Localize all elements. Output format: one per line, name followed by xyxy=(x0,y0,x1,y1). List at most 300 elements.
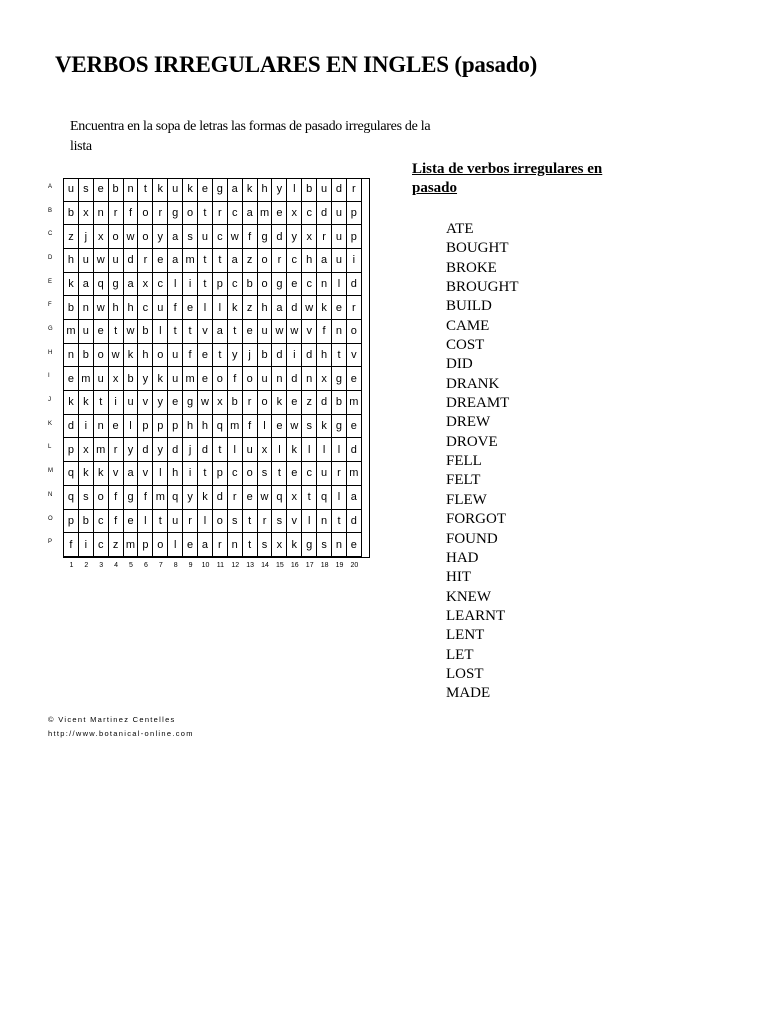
grid-cell: w xyxy=(287,415,302,439)
grid-row-label: P xyxy=(48,539,53,546)
grid-cell: p xyxy=(153,415,168,439)
grid-cell: b xyxy=(79,510,94,534)
grid-cell: k xyxy=(198,486,213,510)
footer-url: http://www.botanical-online.com xyxy=(48,729,194,738)
grid-cell: n xyxy=(124,178,139,202)
grid-row-label: J xyxy=(48,397,51,404)
grid-cell: n xyxy=(332,533,347,557)
grid-cell: e xyxy=(183,533,198,557)
grid-cell: b xyxy=(228,391,243,415)
grid-cell: w xyxy=(272,320,287,344)
grid-cell: i xyxy=(109,391,124,415)
grid-cell: r xyxy=(109,438,124,462)
grid-cell: w xyxy=(94,249,109,273)
grid-row-label: E xyxy=(48,278,53,285)
grid-cell: d xyxy=(347,438,362,462)
grid-cell: r xyxy=(317,225,332,249)
grid-cell: h xyxy=(198,415,213,439)
grid-cell: e xyxy=(332,296,347,320)
grid-cell: n xyxy=(302,367,317,391)
grid-cell: e xyxy=(243,486,258,510)
verb-item: FELT xyxy=(446,472,481,489)
grid-cell: l xyxy=(332,486,347,510)
grid-cell: x xyxy=(109,367,124,391)
grid-cell: x xyxy=(79,202,94,226)
grid-cell: s xyxy=(272,510,287,534)
grid-cell: s xyxy=(79,178,94,202)
column-number: 16 xyxy=(290,562,299,569)
grid-cell: c xyxy=(228,462,243,486)
grid-cell: g xyxy=(302,533,317,557)
grid-cell: d xyxy=(64,415,79,439)
grid-cell: k xyxy=(79,462,94,486)
grid-cell: m xyxy=(94,438,109,462)
grid-cell: s xyxy=(258,533,273,557)
column-number: 13 xyxy=(246,562,255,569)
grid-cell: t xyxy=(198,462,213,486)
grid-cell: t xyxy=(94,391,109,415)
verb-item: FLEW xyxy=(446,491,487,508)
grid-cell: p xyxy=(347,225,362,249)
grid-cell: k xyxy=(64,391,79,415)
grid-cell: m xyxy=(228,415,243,439)
column-number: 12 xyxy=(231,562,240,569)
grid-cell: a xyxy=(228,178,243,202)
grid-row-label: G xyxy=(48,326,53,333)
grid-cell: q xyxy=(94,273,109,297)
verb-item: FELL xyxy=(446,453,482,470)
column-number: 2 xyxy=(84,562,89,569)
grid-cell: p xyxy=(64,510,79,534)
grid-cell: t xyxy=(332,510,347,534)
grid-cell: t xyxy=(198,202,213,226)
grid-row-label: C xyxy=(48,231,53,238)
column-number: 11 xyxy=(216,562,224,569)
grid-cell: w xyxy=(258,486,273,510)
verb-item: LET xyxy=(446,646,474,663)
grid-cell: u xyxy=(168,344,183,368)
grid-cell: e xyxy=(94,320,109,344)
grid-cell: a xyxy=(124,462,139,486)
verb-item: HIT xyxy=(446,569,471,586)
grid-cell: u xyxy=(317,462,332,486)
grid-cell: q xyxy=(64,462,79,486)
column-number: 10 xyxy=(201,562,210,569)
grid-row-label: M xyxy=(48,468,53,475)
grid-cell: l xyxy=(272,438,287,462)
grid-cell: a xyxy=(243,202,258,226)
verb-item: BOUGHT xyxy=(446,240,509,257)
grid-cell: u xyxy=(332,202,347,226)
grid-cell: t xyxy=(153,510,168,534)
grid-cell: l xyxy=(198,296,213,320)
verb-list xyxy=(446,220,519,704)
grid-cell: l xyxy=(153,320,168,344)
grid-cell: o xyxy=(258,249,273,273)
verb-item: COST xyxy=(446,337,485,354)
grid-cell: o xyxy=(258,391,273,415)
grid-cell: m xyxy=(347,462,362,486)
grid-cell: w xyxy=(198,391,213,415)
grid-cell: d xyxy=(332,178,347,202)
grid-cell: e xyxy=(198,367,213,391)
grid-cell: u xyxy=(109,249,124,273)
grid-cell: b xyxy=(243,273,258,297)
column-number: 4 xyxy=(114,562,119,569)
grid-cell: r xyxy=(183,510,198,534)
grid-cell: y xyxy=(153,391,168,415)
grid-cell: m xyxy=(258,202,273,226)
grid-cell: r xyxy=(243,391,258,415)
grid-cell: e xyxy=(287,462,302,486)
grid-cell: c xyxy=(302,273,317,297)
grid-cell: p xyxy=(168,415,183,439)
grid-cell: e xyxy=(347,533,362,557)
grid-cell: y xyxy=(287,225,302,249)
grid-cell: d xyxy=(213,486,228,510)
grid-cell: b xyxy=(332,391,347,415)
grid-cell: t xyxy=(109,320,124,344)
grid-cell: g xyxy=(332,415,347,439)
verb-item: DROVE xyxy=(446,433,498,450)
grid-row-label: F xyxy=(48,302,52,309)
grid-cell: n xyxy=(317,273,332,297)
grid-cell: p xyxy=(347,202,362,226)
column-numbers xyxy=(64,562,362,569)
grid-cell: c xyxy=(94,533,109,557)
grid-cell: v xyxy=(347,344,362,368)
grid-cell: a xyxy=(228,249,243,273)
grid-cell: x xyxy=(302,225,317,249)
grid-row-label: B xyxy=(48,207,53,214)
grid-cell: b xyxy=(64,296,79,320)
grid-cell: t xyxy=(213,249,228,273)
grid-cell: o xyxy=(347,320,362,344)
grid-cell: o xyxy=(153,533,168,557)
grid-cell: k xyxy=(124,344,139,368)
grid-cell: t xyxy=(213,344,228,368)
grid-cell: t xyxy=(168,320,183,344)
grid-cell: r xyxy=(228,486,243,510)
grid-cell: d xyxy=(272,344,287,368)
grid-row-label: A xyxy=(48,184,53,190)
grid-cell: h xyxy=(183,415,198,439)
grid-cell: h xyxy=(317,344,332,368)
grid-cell: d xyxy=(302,344,317,368)
verb-item: DREW xyxy=(446,414,491,431)
verb-list-heading: Lista de verbos irregulares en pasado xyxy=(412,161,603,196)
grid-cell: e xyxy=(347,415,362,439)
grid-cell: n xyxy=(64,344,79,368)
grid-cell: e xyxy=(109,415,124,439)
grid-cell: s xyxy=(79,486,94,510)
grid-cell: n xyxy=(79,296,94,320)
grid-cell: b xyxy=(124,367,139,391)
column-number: 18 xyxy=(320,562,329,569)
grid-cell: p xyxy=(64,438,79,462)
column-number: 5 xyxy=(129,562,133,569)
verb-item: HAD xyxy=(446,549,479,566)
grid-cell: c xyxy=(287,249,302,273)
grid-cell: q xyxy=(272,486,287,510)
grid-cell: y xyxy=(272,178,287,202)
grid-cell: l xyxy=(302,438,317,462)
grid-cell: m xyxy=(64,320,79,344)
grid-cell: u xyxy=(332,225,347,249)
grid-cell: v xyxy=(138,391,153,415)
grid-cell: a xyxy=(272,296,287,320)
grid-cell: b xyxy=(109,178,124,202)
grid-cell: e xyxy=(124,510,139,534)
grid-cell: a xyxy=(168,249,183,273)
grid-cell: t xyxy=(228,320,243,344)
grid-cell: d xyxy=(168,438,183,462)
grid-cell: n xyxy=(94,202,109,226)
verb-item: MADE xyxy=(446,685,491,702)
copyright-text: © Vicent Martinez Centelles xyxy=(48,715,176,724)
grid-cell: t xyxy=(332,344,347,368)
grid-cell: o xyxy=(94,344,109,368)
grid-cell: o xyxy=(138,202,153,226)
grid-cell: c xyxy=(153,273,168,297)
grid-row-label: H xyxy=(48,349,53,356)
grid-cell: f xyxy=(317,320,332,344)
grid-cell: g xyxy=(213,178,228,202)
grid-cell: k xyxy=(79,391,94,415)
column-number: 14 xyxy=(261,562,269,569)
grid-cell: x xyxy=(287,486,302,510)
grid-cell: e xyxy=(198,344,213,368)
grid-cell: r xyxy=(272,249,287,273)
grid-cell: v xyxy=(302,320,317,344)
grid-cell: i xyxy=(183,273,198,297)
grid-cell: i xyxy=(347,249,362,273)
grid-cell: q xyxy=(317,486,332,510)
grid-cell: l xyxy=(124,415,139,439)
grid-cell: k xyxy=(94,462,109,486)
grid-cell: a xyxy=(168,225,183,249)
grid-cell: u xyxy=(79,249,94,273)
grid-cell: t xyxy=(272,462,287,486)
grid-cell: z xyxy=(64,225,79,249)
grid-cell: k xyxy=(272,391,287,415)
grid-cell: h xyxy=(64,249,79,273)
grid-cell: d xyxy=(317,202,332,226)
grid-cell: f xyxy=(138,486,153,510)
grid-cell: n xyxy=(272,367,287,391)
grid-cell: t xyxy=(198,273,213,297)
grid-cell: k xyxy=(153,178,168,202)
grid-cell: m xyxy=(124,533,139,557)
grid-cell: c xyxy=(138,296,153,320)
grid-cell: c xyxy=(302,202,317,226)
grid-cell: k xyxy=(287,533,302,557)
grid-cell: k xyxy=(228,296,243,320)
grid-cell: p xyxy=(138,533,153,557)
grid-cell: r xyxy=(138,249,153,273)
grid-cell: c xyxy=(94,510,109,534)
grid-cell: e xyxy=(168,391,183,415)
grid-cell: v xyxy=(287,510,302,534)
grid-cell: b xyxy=(64,202,79,226)
grid-row-label: I xyxy=(48,373,50,380)
grid-cell: b xyxy=(79,344,94,368)
grid-cell: d xyxy=(287,367,302,391)
grid-cell: l xyxy=(332,273,347,297)
grid-cell: f xyxy=(228,367,243,391)
column-number: 7 xyxy=(158,562,163,569)
grid-cell: o xyxy=(213,367,228,391)
grid-cell: u xyxy=(124,391,139,415)
grid-row-label: L xyxy=(48,444,52,451)
grid-cell: z xyxy=(109,533,124,557)
grid-cell: i xyxy=(79,415,94,439)
grid-cell: s xyxy=(228,510,243,534)
grid-cell: r xyxy=(213,202,228,226)
grid-cell: l xyxy=(258,415,273,439)
grid-cell: k xyxy=(287,438,302,462)
column-number: 8 xyxy=(173,562,178,569)
grid-cell: t xyxy=(213,438,228,462)
grid-cell: e xyxy=(272,202,287,226)
grid-cell: l xyxy=(287,178,302,202)
grid-cell: b xyxy=(302,178,317,202)
grid-cell: u xyxy=(168,510,183,534)
grid-cell: k xyxy=(64,273,79,297)
grid-cell: s xyxy=(258,462,273,486)
column-number: 9 xyxy=(188,562,193,569)
grid-cell: d xyxy=(347,510,362,534)
grid-cell: r xyxy=(258,510,273,534)
grid-cell: t xyxy=(198,249,213,273)
grid-row-label: K xyxy=(48,420,53,427)
verb-item: FOUND xyxy=(446,530,498,547)
grid-cell: b xyxy=(138,320,153,344)
grid-cell: h xyxy=(258,178,273,202)
grid-cell: l xyxy=(317,438,332,462)
grid-cell: g xyxy=(272,273,287,297)
grid-cell: g xyxy=(124,486,139,510)
verb-item: ATE xyxy=(446,221,474,237)
grid-cell: f xyxy=(183,344,198,368)
grid-cell: v xyxy=(138,462,153,486)
grid-cell: m xyxy=(183,249,198,273)
grid-cell: u xyxy=(243,438,258,462)
grid-cell: u xyxy=(168,178,183,202)
grid-cell: t xyxy=(302,486,317,510)
grid-cell: f xyxy=(64,533,79,557)
grid-cell: u xyxy=(64,178,79,202)
grid-cell: i xyxy=(183,462,198,486)
grid-cell: a xyxy=(347,486,362,510)
verb-item: BROKE xyxy=(446,259,497,276)
grid-cell: j xyxy=(183,438,198,462)
verb-item: LOST xyxy=(446,665,484,682)
grid-cell: w xyxy=(124,225,139,249)
grid-cell: e xyxy=(287,391,302,415)
grid-cell: w xyxy=(94,296,109,320)
column-number: 20 xyxy=(350,562,359,569)
grid-cell: h xyxy=(168,462,183,486)
grid-cell: u xyxy=(198,225,213,249)
grid-cell: n xyxy=(317,510,332,534)
grid-cell: f xyxy=(243,225,258,249)
grid-cell: y xyxy=(183,486,198,510)
grid-cell: i xyxy=(79,533,94,557)
grid-cell: c xyxy=(302,462,317,486)
grid-cell: x xyxy=(287,202,302,226)
grid-cell: g xyxy=(183,391,198,415)
grid-cell: q xyxy=(168,486,183,510)
grid-cell: o xyxy=(213,510,228,534)
grid-cell: k xyxy=(317,296,332,320)
grid-cell: a xyxy=(198,533,213,557)
grid-cell: o xyxy=(258,273,273,297)
grid-cell: k xyxy=(243,178,258,202)
grid-cell: r xyxy=(347,178,362,202)
grid-cell: d xyxy=(347,273,362,297)
grid-cell: e xyxy=(153,249,168,273)
grid-cell: u xyxy=(94,367,109,391)
grid-cell: n xyxy=(332,320,347,344)
grid-cell: f xyxy=(124,202,139,226)
grid-cell: p xyxy=(213,273,228,297)
grid-cell: l xyxy=(168,533,183,557)
grid-cell: r xyxy=(347,296,362,320)
grid-cell: m xyxy=(347,391,362,415)
grid-cell: t xyxy=(183,320,198,344)
grid-cell: q xyxy=(213,415,228,439)
grid-cell: n xyxy=(94,415,109,439)
grid-cell: c xyxy=(228,273,243,297)
grid-cell: d xyxy=(124,249,139,273)
grid-cell: h xyxy=(138,344,153,368)
grid-cell: h xyxy=(109,296,124,320)
grid-cell: l xyxy=(153,462,168,486)
grid-cell: l xyxy=(213,296,228,320)
grid-cell: x xyxy=(317,367,332,391)
grid-cell: w xyxy=(109,344,124,368)
grid-cell: x xyxy=(138,273,153,297)
grid-cell: s xyxy=(317,533,332,557)
grid-cell: d xyxy=(198,438,213,462)
grid-cell: l xyxy=(168,273,183,297)
verb-item: CAME xyxy=(446,317,490,334)
grid-cell: r xyxy=(332,462,347,486)
grid-cell: t xyxy=(243,533,258,557)
grid-cell: k xyxy=(317,415,332,439)
column-number: 17 xyxy=(305,562,314,569)
grid-cell: x xyxy=(213,391,228,415)
grid-cell: o xyxy=(94,486,109,510)
grid-cell: a xyxy=(124,273,139,297)
grid-cell: e xyxy=(243,320,258,344)
grid-cell: f xyxy=(109,510,124,534)
grid-cell: k xyxy=(153,367,168,391)
grid-cell: h xyxy=(302,249,317,273)
grid-cell: d xyxy=(287,296,302,320)
grid-cell: w xyxy=(287,320,302,344)
page-title: VERBOS IRREGULARES EN INGLES (pasado) xyxy=(55,52,538,77)
grid-cell: u xyxy=(168,367,183,391)
grid-cell: g xyxy=(332,367,347,391)
grid-cell: m xyxy=(79,367,94,391)
grid-cell: l xyxy=(302,510,317,534)
grid-cell: o xyxy=(109,225,124,249)
verb-item: LEARNT xyxy=(446,607,506,624)
grid-cell: l xyxy=(332,438,347,462)
grid-cell: e xyxy=(347,367,362,391)
